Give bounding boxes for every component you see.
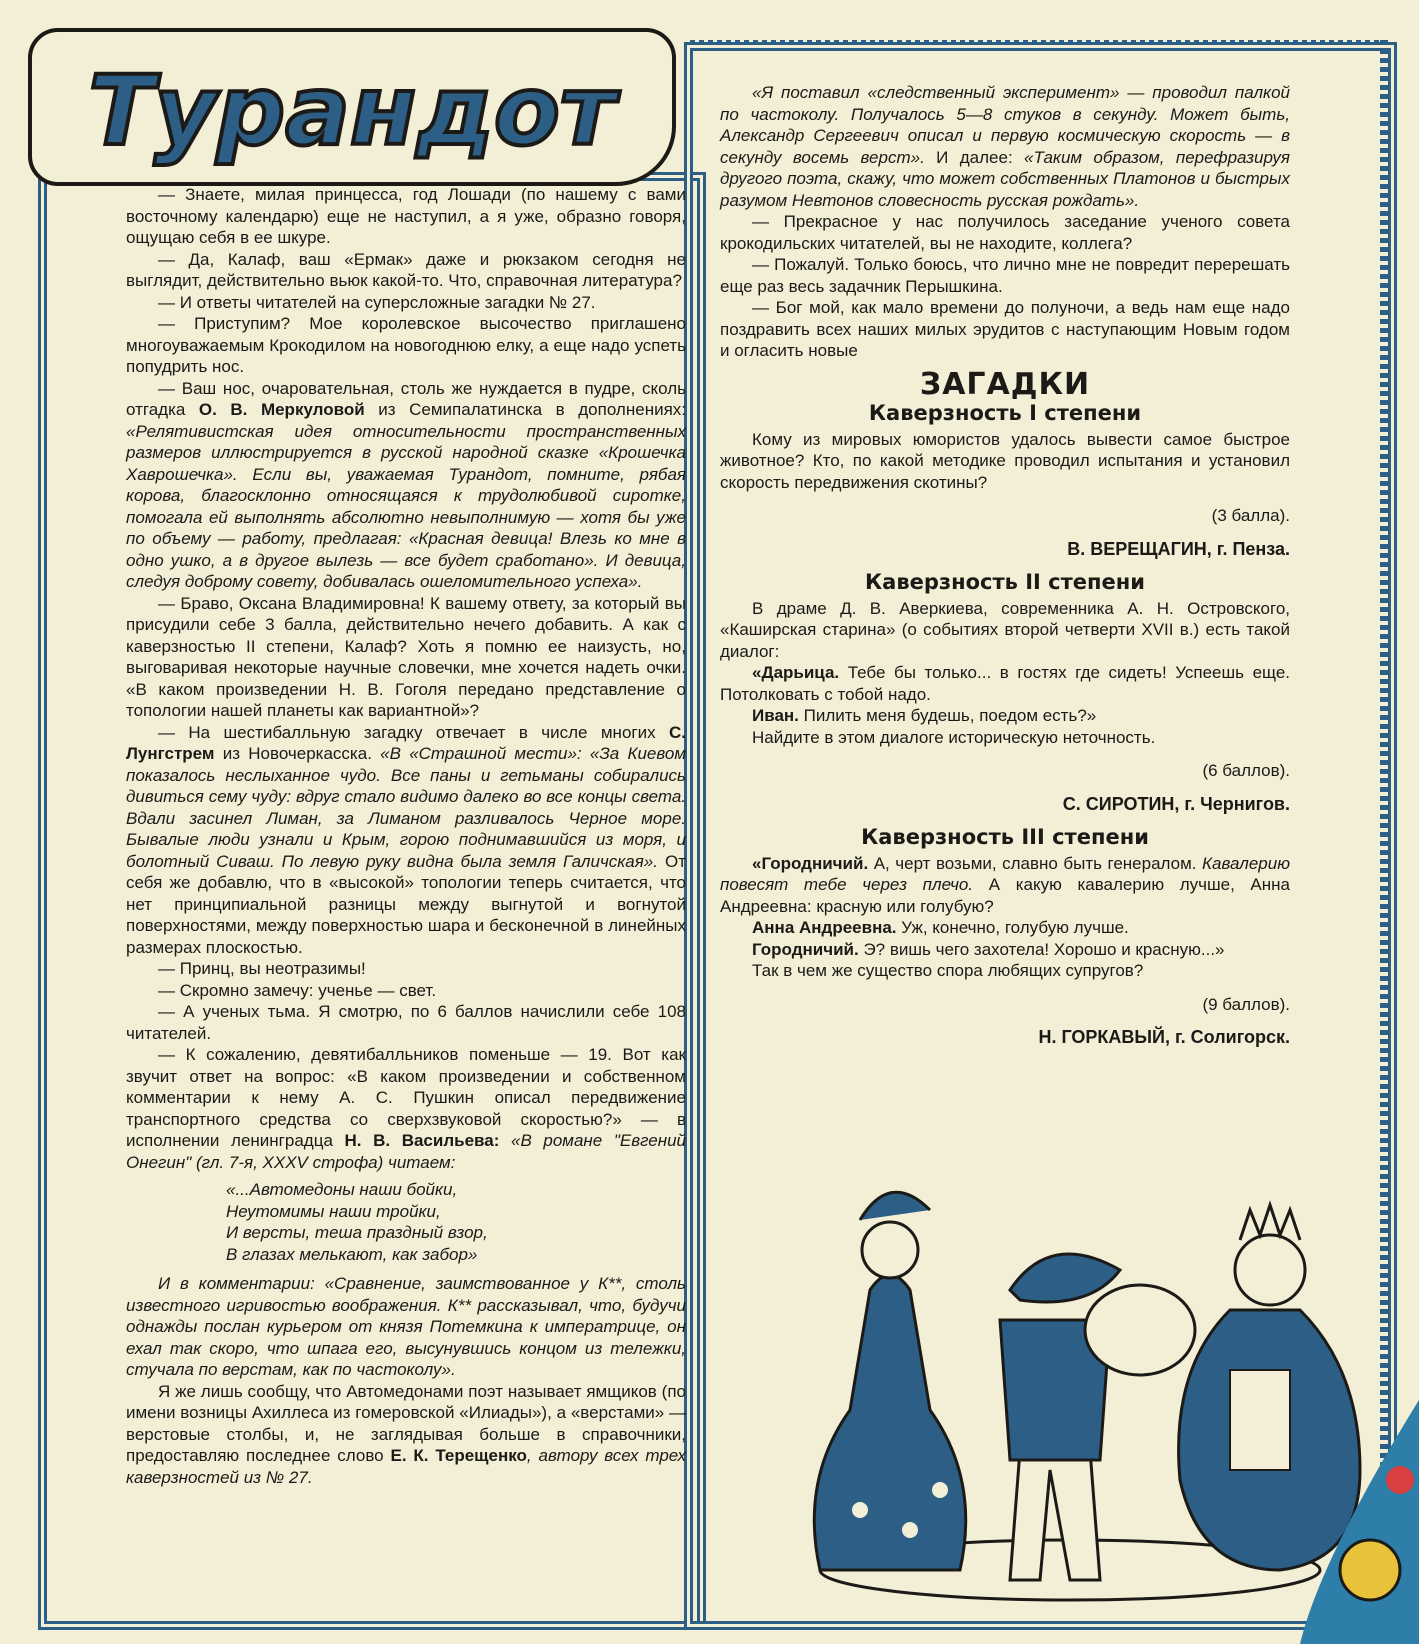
- paragraph: «Я поставил «следственный эксперимент» — проводил палкой по частоколу. Получалось 5—8 стуков в секунду. Может быть, Александр Сергеевич описал и первую космическую скорость — в секунду восемь верст». И далее: «Таким образом, перефразируя другого поэта, скажу, что может собственных Платонов и быстрых разумом Невтонов словесность русская рождать».: [720, 83, 1290, 210]
- paragraph: Я же лишь сообщу, что Автомедонами поэт называет ямщиков (по имени возницы Ахиллеса из гомеровской «Илиады»), а «верстами» — верстовые столбы, и, не заглядывая больше в справочники, предоставляю последнее слово Е. К. Терещенко, автору всех трех каверзностей из № 27.: [126, 1381, 686, 1487]
- riddle-1-text: Кому из мировых юмористов удалось вывести самое быстрое животное? Кто, по какой методике проводил испытания и установил скорость передвижения скотины?: [720, 429, 1290, 492]
- riddle-2-question: Найдите в этом диалоге историческую неточность.: [752, 727, 1156, 747]
- paragraph: — Пожалуй. Только боюсь, что лично мне не повредит перерешать еще раз весь задачник Перышкина.: [720, 255, 1290, 296]
- riddle-1-score: (3 балла).: [1211, 506, 1290, 525]
- princess-figure: [814, 1192, 965, 1570]
- left-article-column: [126, 184, 686, 1488]
- riddle-2-line: «Дарьица. Тебе бы только... в гостях где сидеть! Успеешь еще. Потолковать с тобой надо.: [720, 663, 1290, 704]
- paragraph: — И ответы читателей на суперсложные загадки № 27.: [158, 292, 596, 312]
- verse-line: И версты, теша праздный взор,: [226, 1223, 488, 1242]
- reader-answer: «Релятивистская идея относительности пространственных размеров иллюстрируется в русской народной сказке «Крошечка Хаврошечка». Если вы, уважаемая Турандот, помните, рябая корова, благосклонно относящаяся к трудолюбивой сиротке, помогала ей выполнять абсолютно невыполнимую — хотя бы уже по объему — работу, предлагая: «Красная девица! Влезь ко мне в одно ушко, а в другое вылезь — все будет сработано». И девица, следуя доброму совету, добивалась ошеломительного успеха».: [126, 421, 686, 591]
- riddle-3-line: Городничий. Э? вишь чего захотела! Хорошо и красную...»: [752, 939, 1225, 959]
- riddles-heading: ЗАГАДКИ: [919, 366, 1091, 402]
- riddle-2-line: Иван. Пилить меня будешь, поедом есть?»: [752, 706, 1097, 725]
- verse-line: Неутомимы наши тройки,: [226, 1201, 441, 1221]
- paragraph: — На шестибалльную загадку отвечает в числе многих С. Лунгстрем из Новочеркасска. «В «Страшной мести»: «За Киевом показалось неслыханное чудо. Все паны и гетьманы собирались дивиться сему чуду: вдруг стало видимо далеко во все концы света. Вдали засинел Лиман, за Лиманом разливалось Черное море. Бывалые люди узнали и Крым, горою поднимавшийся из моря, и болотный Сиваш. По левую руку видна была земля Галичская». От себя же добавлю, что в «высокой» топологии теперь считается, что нет принципиальной разницы между выгнутой и вогнутой поверхностями, между поверхностью шара и бесконечной в линейных размерах плоскостью.: [126, 722, 686, 957]
- corner-decoration: [1300, 1400, 1419, 1644]
- reader-name: С. Лунгстрем: [126, 722, 686, 763]
- reader-answer: «В «Страшной мести»: «За Киевом показалось неслыханное чудо. Все паны и гетьманы собирались дивиться сему чуду: вдруг стало видимо далеко во все концы света. Вдали засинел Лиман, за Лиманом разливалось Черное море. Бывалые люди узнали и Крым, горою поднимавшийся из моря, и болотный Сиваш. По левую руку видна была земля Галичская».: [126, 744, 686, 871]
- paragraph: — Бог мой, как мало времени до полуночи, а ведь нам еще надо поздравить всех наших милых эрудитов с наступающим Новым годом и огласить новые: [720, 298, 1290, 360]
- prince-figure: [1000, 1254, 1195, 1580]
- title-plate: [28, 28, 676, 186]
- reader-name: Е. К. Терещенко: [390, 1446, 527, 1465]
- title-text: Турандот: [88, 55, 616, 167]
- verse-line: В глазах мелькают, как забор»: [226, 1244, 478, 1264]
- riddle-1-title: Каверзность I степени: [868, 401, 1142, 425]
- verse-line: «...Автомедоны наши бойки,: [226, 1180, 458, 1199]
- riddle-2-title: Каверзность II степени: [864, 570, 1146, 594]
- riddle-3-title: Каверзность III степени: [861, 825, 1149, 849]
- paragraph: — Приступим? Мое королевское высочество приглашено многоуважаемым Крокодилом на новогоднюю елку, а еще надо успеть попудрить нос.: [126, 314, 686, 376]
- riddle-1-author: В. ВЕРЕЩАГИН, г. Пенза.: [1067, 538, 1290, 559]
- riddle-2-author: С. СИРОТИН, г. Чернигов.: [1062, 793, 1290, 814]
- paragraph: И в комментарии: «Сравнение, заимствованное у К**, столь известного игривостью воображения. К** рассказывал, что, будучи однажды послан курьером от князя Потемкина к императрице, он ехал так скоро, что шпага его, высунувшись концом из тележки, стучала по верстам, как по частоколу».: [126, 1274, 686, 1379]
- riddle-3-author: Н. ГОРКАВЫЙ, г. Солигорск.: [1038, 1027, 1290, 1047]
- paragraph: — К сожалению, девятибалльников поменьше — 19. Вот как звучит ответ на вопрос: «В каком произведении и собственном комментарии к нему А. С. Пушкин описал передвижение транспортного средства со сверхзвуковой скоростью?» — в исполнении ленинградца Н. В. Васильева: «В романе "Евгений Онегин" (гл. 7-я, XXXV строфа) читаем:: [126, 1045, 686, 1172]
- paragraph: — Ваш нос, очаровательная, столь же нуждается в пудре, сколь отгадка О. В. Меркуловой из Семипалатинска в дополнениях: «Релятивистская идея относительности пространственных размеров иллюстрируется в русской народной сказке «Крошечка Хаврошечка». Если вы, уважаемая Турандот, помните, рябая корова, благосклонно относящаяся к трудолюбивой сиротке, помогала ей выполнять абсолютно невыполнимую — хотя бы уже по объему — работу, предлагая: «Красная девица! Влезь ко мне в одно ушко, а в другое вылезь — все будет сработано». И девица, следуя доброму совету, добивалась ошеломительного успеха».: [126, 378, 687, 591]
- reader-name: Н. В. Васильева:: [344, 1131, 500, 1150]
- riddle-3-score: (9 баллов).: [1202, 994, 1290, 1014]
- paragraph: — Знаете, милая принцесса, год Лошади (по нашему с вами восточному календарю) еще не наступил, а я уже, образно говоря, ощущаю себя в ее шкуре.: [126, 185, 686, 247]
- paragraph: — Да, Калаф, ваш «Ермак» даже и рюкзаком сегодня не выглядит, действительно вьюк какой-то. Что, справочная литература?: [126, 249, 686, 290]
- paragraph: — Браво, Оксана Владимировна! К вашему ответу, за который вы присудили себе 3 балла, действительно нечего добавить. А как с каверзностью II степени, Калаф? Хоть я помню ее наизусть, но, выговаривая некоторые научные словечки, мне хочется надеть очки. «В каком произведении Н. В. Гоголя передано представление о топологии нашей планеты как вариантной»?: [126, 593, 686, 720]
- riddle-3-line: «Городничий. А, черт возьми, славно быть генералом. Кавалерию повесят тебе через плечо. А какую кавалерию лучше, Анна Андреевна: красную или голубую?: [720, 853, 1290, 916]
- pushkin-verse: [226, 1179, 686, 1265]
- right-article-column: [720, 82, 1290, 1061]
- riddle-3-line: Анна Андреевна. Уж, конечно, голубую лучше.: [752, 918, 1129, 937]
- paragraph: — Прекрасное у нас получилось заседание ученого совета крокодильских читателей, вы не находите, коллега?: [720, 212, 1290, 253]
- reader-name: О. В. Меркуловой: [198, 400, 365, 419]
- title-logo: [32, 32, 672, 182]
- top-bead-border: [690, 40, 1390, 48]
- riddle-3-question: Так в чем же существо спора любящих супругов?: [752, 961, 1144, 980]
- paragraph: — Скромно замечу: ученье — свет.: [158, 980, 437, 1000]
- cartoon-illustration: [760, 1150, 1380, 1610]
- riddle-2-score: (6 баллов).: [1202, 761, 1290, 780]
- riddle-2-text: В драме Д. В. Аверкиева, современника А. Н. Островского, «Каширская старина» (о событиях второй четверти XVII в.) есть такой диалог:: [720, 598, 1290, 661]
- paragraph: — Принц, вы неотразимы!: [158, 959, 366, 978]
- paragraph: — А ученых тьма. Я смотрю, по 6 баллов начислили себе 108 читателей.: [126, 1002, 686, 1043]
